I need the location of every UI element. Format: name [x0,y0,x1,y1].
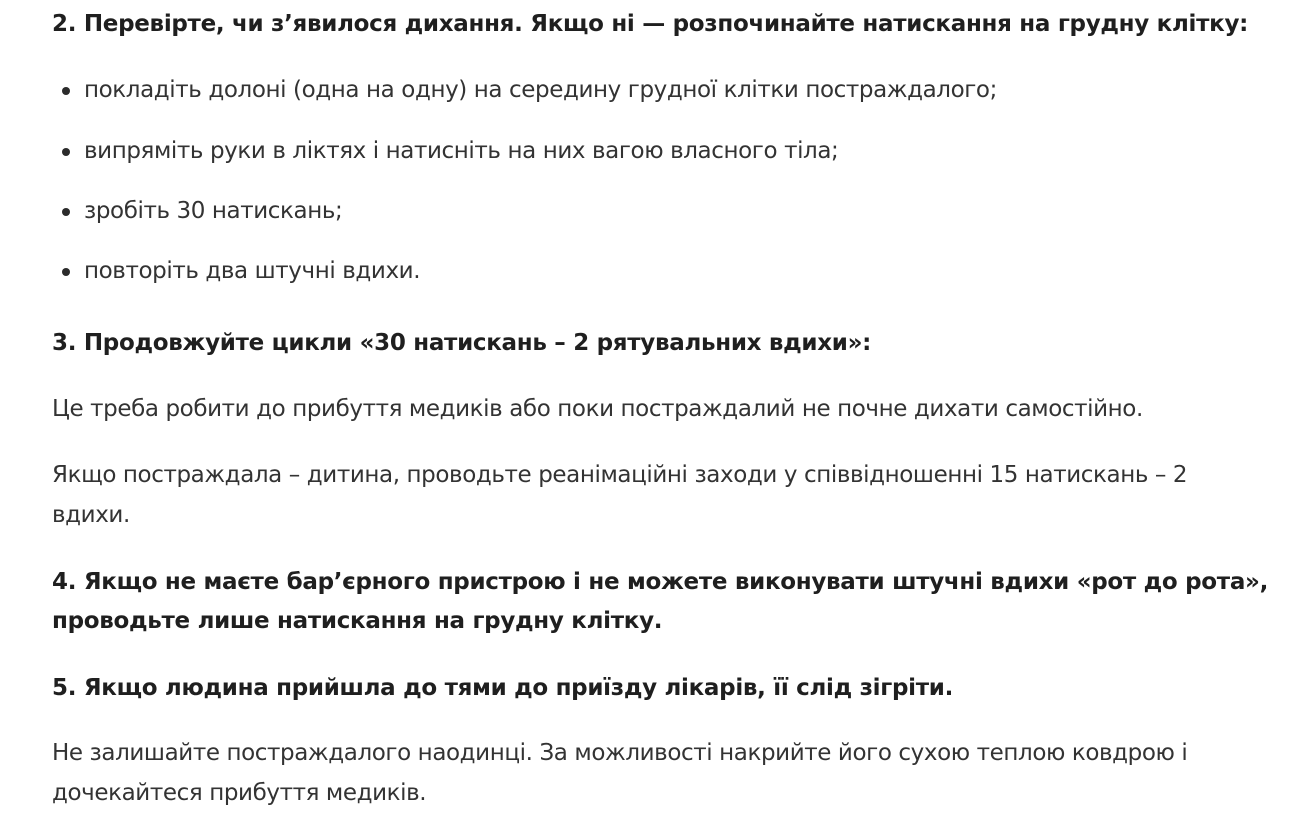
step-2-heading: 2. Перевірте, чи з’явилося дихання. Якщо ні — розпочинайте натискання на грудну клітку: [52,11,1249,37]
step-4-heading-line-1: 4. Якщо не маєте бар’єрного пристрою і не можете виконувати штучні вдихи «рот до рота», [52,569,1269,595]
bullet-dot-icon [62,148,70,156]
step-3-heading: 3. Продовжуйте цикли «30 натискань – 2 рятувальних вдихи»: [52,330,872,356]
list-item-text: повторіть два штучні вдихи. [84,258,421,284]
list-item-text: покладіть долоні (одна на одну) на середину грудної клітки постраждалого; [84,77,997,103]
list-item-text: зробіть 30 натискань; [84,198,343,224]
step-3-paragraph-2-line-2: вдихи. [52,502,130,528]
step-3-paragraph-2-line-1: Якщо постраждала – дитина, проводьте реанімаційні заходи у співвідношенні 15 натискань – 2 [52,462,1188,488]
step-5-paragraph-line-2: дочекайтеся прибуття медиків. [52,780,427,806]
bullet-dot-icon [62,87,70,95]
step-5-paragraph-line-1: Не залишайте постраждалого наодинці. За можливості накрийте його сухою теплою ковдрою і [52,740,1188,766]
bullet-dot-icon [62,268,70,276]
step-3-paragraph-1: Це треба робити до прибуття медиків або поки постраждалий не почне дихати самостійно. [52,396,1143,422]
step-5-heading: 5. Якщо людина прийшла до тями до приїзду лікарів, її слід зігріти. [52,675,954,701]
list-item-text: випряміть руки в ліктях і натисніть на них вагою власного тіла; [84,138,839,164]
bullet-dot-icon [62,208,70,216]
step-4-heading-line-2: проводьте лише натискання на грудну клітку. [52,608,663,634]
